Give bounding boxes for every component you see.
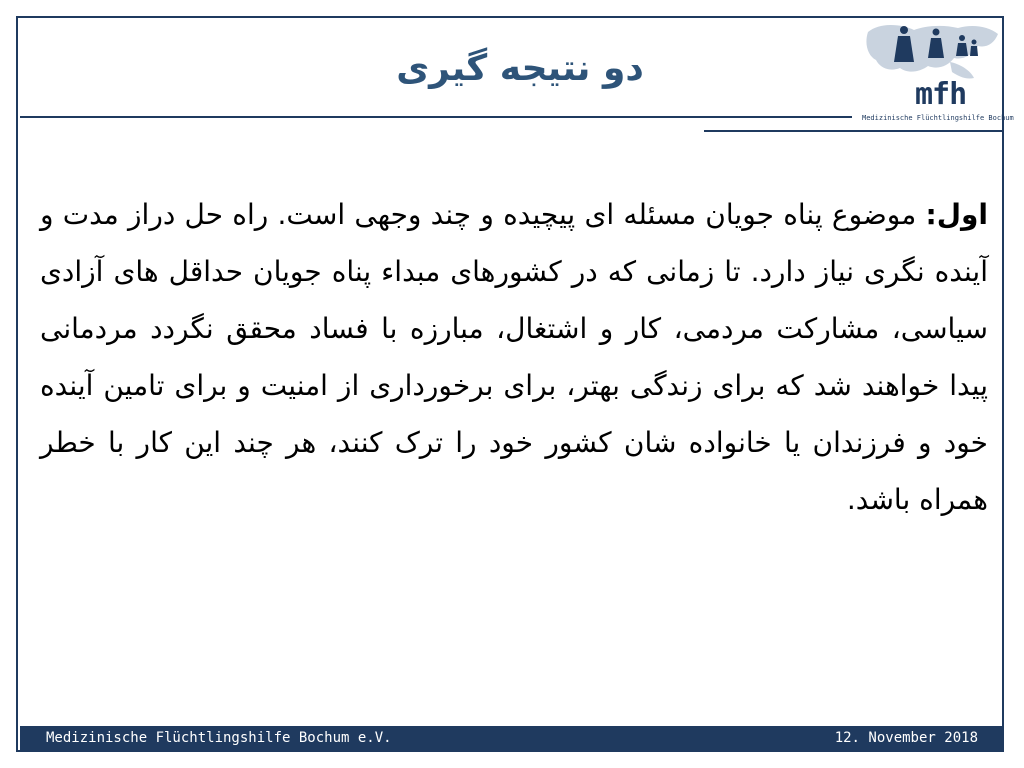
figure-head xyxy=(959,35,965,41)
figure-head xyxy=(900,26,908,34)
figure-body xyxy=(956,43,968,56)
body-lead: اول: xyxy=(925,198,988,231)
figure-head xyxy=(933,29,940,36)
figure-body xyxy=(970,46,978,56)
slide-title: دو نتیجه گیری xyxy=(396,48,644,89)
body-paragraph: موضوع پناه جویان مسئله ای پیچیده و چند وجهی است. راه حل دراز مدت و آینده نگری نیاز دارد. تا زمانی که در کشورهای مبداء پناه جویان حداقل های آزادی سیاسی، مشارکت مردمی، کار و اشتغال، مبارزه با فساد محقق نگردد مردمانی پیدا خواهند شد که برای زندگی بهتر، برای برخورداری از امنیت و برای تامین آینده خود و فرزندان یا خانواده شان کشور خود را ترک کنند، هر چند این کار با خطر همراه باشد. xyxy=(40,198,988,516)
footer-bar xyxy=(20,726,1004,750)
title-divider-right xyxy=(704,130,1002,132)
title-divider-left xyxy=(20,116,852,118)
logo-wordmark: mfh xyxy=(915,77,967,112)
logo-tagline: Medizinische Flüchtlingshilfe Bochum xyxy=(862,114,1014,122)
figure-head xyxy=(972,40,977,45)
footer-organization: Medizinische Flüchtlingshilfe Bochum e.V. xyxy=(46,730,392,746)
slide-body-text xyxy=(40,186,988,528)
footer-date: 12. November 2018 xyxy=(834,730,978,746)
